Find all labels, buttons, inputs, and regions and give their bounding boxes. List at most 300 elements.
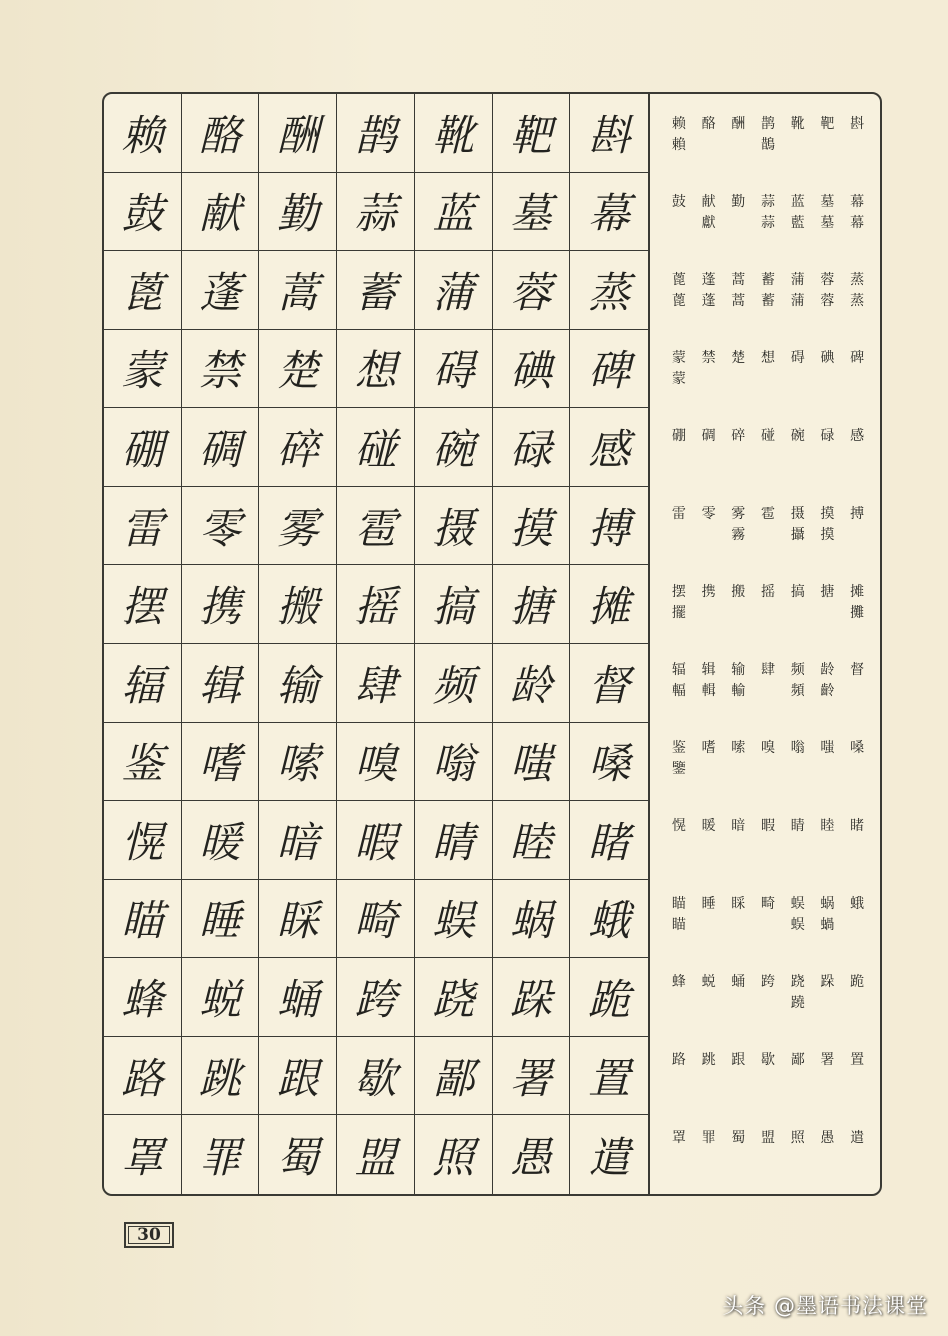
reference-character-cell <box>753 414 783 492</box>
cursive-character-cell: 龄 <box>493 644 571 723</box>
simplified-character: 鹊 <box>760 116 775 132</box>
cursive-character-cell: 肆 <box>337 644 415 723</box>
cursive-character-cell: 鼓 <box>104 173 182 252</box>
simplified-character: 蜕 <box>701 974 716 990</box>
cursive-character-cell: 罩 <box>104 1115 182 1194</box>
reference-character-cell <box>753 882 783 960</box>
reference-character-cell <box>753 1038 783 1116</box>
simplified-character: 斟 <box>850 116 865 132</box>
reference-character-cell <box>813 1038 843 1116</box>
simplified-character: 碘 <box>820 350 835 366</box>
traditional-character: 齡 <box>820 683 835 699</box>
reference-character-cell <box>813 1116 843 1194</box>
simplified-character: 蜈 <box>790 896 805 912</box>
reference-character-cell <box>783 336 813 414</box>
cursive-character-cell: 照 <box>415 1115 493 1194</box>
cursive-character-cell: 跷 <box>415 958 493 1037</box>
cursive-character-cell: 辑 <box>182 644 260 723</box>
simplified-character: 碍 <box>790 350 805 366</box>
reference-character-cell <box>694 960 724 1038</box>
simplified-character: 酬 <box>731 116 746 132</box>
cursive-character-cell: 搬 <box>259 565 337 644</box>
simplified-character: 跨 <box>760 974 775 990</box>
simplified-character: 蒙 <box>671 350 686 366</box>
cursive-character-cell: 蓝 <box>415 173 493 252</box>
cursive-character-cell: 蒙 <box>104 330 182 409</box>
simplified-character: 蜂 <box>671 974 686 990</box>
simplified-character: 摆 <box>671 584 686 600</box>
reference-character-cell <box>664 336 694 414</box>
cursive-character-cell: 摆 <box>104 565 182 644</box>
simplified-character: 畸 <box>760 896 775 912</box>
reference-character-cell <box>842 960 872 1038</box>
simplified-character: 睹 <box>850 818 865 834</box>
reference-character-cell <box>723 1116 753 1194</box>
simplified-character: 碰 <box>760 428 775 444</box>
cursive-character-cell: 暇 <box>337 801 415 880</box>
reference-character-cell <box>813 492 843 570</box>
cursive-character-cell: 勤 <box>259 173 337 252</box>
traditional-character: 獻 <box>701 215 716 231</box>
simplified-character: 置 <box>850 1052 865 1068</box>
cursive-character-cell: 摊 <box>570 565 648 644</box>
simplified-character: 跷 <box>790 974 805 990</box>
reference-character-cell <box>842 102 872 180</box>
traditional-character: 蓄 <box>760 293 775 309</box>
reference-character-cell <box>842 804 872 882</box>
page-number: 30 <box>124 1222 174 1248</box>
simplified-character: 督 <box>850 662 865 678</box>
reference-character-cell <box>783 804 813 882</box>
simplified-character: 碉 <box>701 428 716 444</box>
reference-character-cell <box>694 1038 724 1116</box>
simplified-character: 蛹 <box>731 974 746 990</box>
cursive-character-cell: 嗜 <box>182 723 260 802</box>
cursive-character-cell: 暖 <box>182 801 260 880</box>
traditional-character: 賴 <box>671 137 686 153</box>
simplified-character: 鉴 <box>671 740 686 756</box>
reference-character-cell <box>783 648 813 726</box>
traditional-character: 攤 <box>850 605 865 621</box>
reference-character-cell <box>664 258 694 336</box>
cursive-character-cell: 睡 <box>182 880 260 959</box>
cursive-character-cell: 摸 <box>493 487 571 566</box>
simplified-character: 罩 <box>671 1130 686 1146</box>
reference-character-cell <box>813 102 843 180</box>
reference-character-cell <box>842 336 872 414</box>
cursive-character-cell: 睬 <box>259 880 337 959</box>
reference-character-cell <box>723 882 753 960</box>
simplified-character: 携 <box>701 584 716 600</box>
reference-character-cell <box>813 336 843 414</box>
reference-character-cell <box>694 414 724 492</box>
reference-character-cell <box>694 882 724 960</box>
simplified-character: 愰 <box>671 818 686 834</box>
simplified-character: 路 <box>671 1052 686 1068</box>
simplified-character: 雹 <box>760 506 775 522</box>
reference-character-cell <box>723 570 753 648</box>
reference-character-cell <box>694 336 724 414</box>
cursive-character-cell: 蜂 <box>104 958 182 1037</box>
cursive-character-cell: 睦 <box>493 801 571 880</box>
reference-character-cell <box>753 102 783 180</box>
cursive-character-cell: 楚 <box>259 330 337 409</box>
simplified-character: 嗤 <box>820 740 835 756</box>
simplified-character: 蜗 <box>820 896 835 912</box>
reference-character-cell <box>723 414 753 492</box>
reference-character-cell <box>664 180 694 258</box>
simplified-character: 雾 <box>731 506 746 522</box>
reference-character-cell <box>723 1038 753 1116</box>
reference-character-cell <box>694 180 724 258</box>
cursive-character-cell: 幕 <box>570 173 648 252</box>
cursive-character-cell: 碉 <box>182 408 260 487</box>
simplified-character: 蜀 <box>731 1130 746 1146</box>
simplified-character: 搏 <box>850 506 865 522</box>
simplified-character: 嗦 <box>731 740 746 756</box>
traditional-character: 輸 <box>731 683 746 699</box>
traditional-character: 瞄 <box>671 917 686 933</box>
simplified-character: 零 <box>701 506 716 522</box>
simplified-character: 暖 <box>701 818 716 834</box>
reference-character-cell <box>694 1116 724 1194</box>
reference-character-cell <box>664 726 694 804</box>
reference-character-cell <box>664 1116 694 1194</box>
reference-character-cell <box>842 180 872 258</box>
cursive-character-cell: 禁 <box>182 330 260 409</box>
cursive-character-cell: 酬 <box>259 94 337 173</box>
reference-character-cell <box>723 258 753 336</box>
simplified-character: 遣 <box>850 1130 865 1146</box>
reference-character-cell <box>664 102 694 180</box>
traditional-character: 攝 <box>790 527 805 543</box>
cursive-character-cell: 雷 <box>104 487 182 566</box>
traditional-character: 墓 <box>820 215 835 231</box>
reference-character-cell <box>694 570 724 648</box>
simplified-character: 辑 <box>701 662 716 678</box>
cursive-character-cell: 跪 <box>570 958 648 1037</box>
cursive-character-cell: 搞 <box>415 565 493 644</box>
simplified-character: 睛 <box>790 818 805 834</box>
cursive-character-cell: 频 <box>415 644 493 723</box>
cursive-character-cell: 蓖 <box>104 251 182 330</box>
cursive-character-cell: 遣 <box>588 1132 631 1182</box>
traditional-character: 蒸 <box>850 293 865 309</box>
reference-character-cell <box>753 492 783 570</box>
cursive-character-cell: 嗓 <box>570 723 648 802</box>
reference-character-cell <box>813 414 843 492</box>
cursive-character-cell: 感 <box>570 408 648 487</box>
cursive-character-cell: 罪 <box>182 1115 260 1194</box>
cursive-character-cell: 输 <box>259 644 337 723</box>
traditional-character: 蓉 <box>820 293 835 309</box>
cursive-character-cell: 鹊 <box>337 94 415 173</box>
cursive-character-cell: 想 <box>337 330 415 409</box>
reference-character-cell <box>842 492 872 570</box>
reference-character-cell <box>842 1038 872 1116</box>
simplified-character: 摇 <box>760 584 775 600</box>
reference-character-cell <box>694 258 724 336</box>
simplified-character: 暗 <box>731 818 746 834</box>
cursive-character-cell: 碗 <box>415 408 493 487</box>
simplified-character: 赖 <box>671 116 686 132</box>
cursive-character-cell: 蜈 <box>415 880 493 959</box>
cursive-character-cell: 嗡 <box>415 723 493 802</box>
cursive-character-cell: 蛾 <box>570 880 648 959</box>
simplified-character: 睡 <box>701 896 716 912</box>
traditional-character: 蝸 <box>820 917 835 933</box>
cursive-character-cell: 蓬 <box>182 251 260 330</box>
cursive-character-cell: 搪 <box>493 565 571 644</box>
simplified-character: 搞 <box>790 584 805 600</box>
reference-character-cell <box>842 882 872 960</box>
traditional-character: 摸 <box>820 527 835 543</box>
reference-character-cell <box>783 492 813 570</box>
simplified-character: 硼 <box>671 428 686 444</box>
reference-character-cell <box>753 804 783 882</box>
simplified-character: 歇 <box>760 1052 775 1068</box>
simplified-character: 跺 <box>820 974 835 990</box>
simplified-character: 雷 <box>671 506 686 522</box>
reference-character-cell <box>723 180 753 258</box>
cursive-character-cell: 赖 <box>104 94 182 173</box>
reference-character-cell <box>813 648 843 726</box>
reference-character-cell <box>842 648 872 726</box>
reference-character-cell <box>723 492 753 570</box>
simplified-character: 照 <box>790 1130 805 1146</box>
traditional-character: 蒜 <box>760 215 775 231</box>
reference-character-cell <box>783 960 813 1038</box>
simplified-character: 蒜 <box>760 194 775 210</box>
cursive-character-cell: 愰 <box>104 801 182 880</box>
reference-character-cell <box>753 180 783 258</box>
simplified-character: 勤 <box>731 194 746 210</box>
simplified-character: 输 <box>731 662 746 678</box>
reference-character-cell <box>783 726 813 804</box>
simplified-character: 碗 <box>790 428 805 444</box>
cursive-character-cell: 蒿 <box>259 251 337 330</box>
simplified-character: 蒸 <box>850 272 865 288</box>
cursive-character-cell: 携 <box>182 565 260 644</box>
cursive-character-cell: 硼 <box>104 408 182 487</box>
simplified-character: 罪 <box>701 1130 716 1146</box>
reference-character-grid <box>650 94 882 1194</box>
simplified-character: 酪 <box>701 116 716 132</box>
traditional-character: 頻 <box>790 683 805 699</box>
cursive-character-cell: 蒲 <box>415 251 493 330</box>
cursive-character-cell: 献 <box>182 173 260 252</box>
simplified-character: 睦 <box>820 818 835 834</box>
reference-character-cell <box>723 960 753 1038</box>
simplified-character: 暇 <box>760 818 775 834</box>
simplified-character: 跳 <box>701 1052 716 1068</box>
traditional-character: 幕 <box>850 215 865 231</box>
cursive-character-cell: 摇 <box>337 565 415 644</box>
simplified-character: 搪 <box>820 584 835 600</box>
simplified-character: 频 <box>790 662 805 678</box>
simplified-character: 蓬 <box>701 272 716 288</box>
simplified-character: 碎 <box>731 428 746 444</box>
simplified-character: 幕 <box>850 194 865 210</box>
reference-character-cell <box>842 726 872 804</box>
simplified-character: 嗅 <box>760 740 775 756</box>
cursive-character-cell: 蒸 <box>570 251 648 330</box>
traditional-character: 蒙 <box>671 371 686 387</box>
cursive-character-cell: 督 <box>570 644 648 723</box>
simplified-character: 蛾 <box>850 896 865 912</box>
reference-character-cell <box>783 414 813 492</box>
cursive-character-cell: 酪 <box>182 94 260 173</box>
cursive-character-cell: 蜗 <box>493 880 571 959</box>
reference-character-cell <box>664 492 694 570</box>
cursive-character-cell: 嗅 <box>337 723 415 802</box>
cursive-character-cell: 蛹 <box>259 958 337 1037</box>
reference-character-cell <box>664 960 694 1038</box>
traditional-character: 輯 <box>701 683 716 699</box>
reference-character-cell <box>664 882 694 960</box>
traditional-character: 霧 <box>731 527 746 543</box>
simplified-character: 想 <box>760 350 775 366</box>
reference-character-cell <box>783 1116 813 1194</box>
cursive-character-cell: 瞄 <box>104 880 182 959</box>
cursive-character-cell: 碑 <box>570 330 648 409</box>
reference-character-cell <box>842 414 872 492</box>
traditional-character: 蒿 <box>731 293 746 309</box>
cursive-character-cell: 跳 <box>182 1037 260 1116</box>
simplified-character: 蓉 <box>820 272 835 288</box>
cursive-character-cell: 搏 <box>570 487 648 566</box>
cursive-character-cell: 斟 <box>570 94 648 173</box>
cursive-character-cell: 蓄 <box>337 251 415 330</box>
reference-character-cell <box>783 882 813 960</box>
reference-character-cell <box>783 1038 813 1116</box>
cursive-character-cell: 嗦 <box>259 723 337 802</box>
reference-character-cell <box>723 804 753 882</box>
reference-character-cell <box>723 336 753 414</box>
reference-character-cell <box>783 258 813 336</box>
cursive-character-cell: 靶 <box>493 94 571 173</box>
traditional-character: 擺 <box>671 605 686 621</box>
simplified-character: 靴 <box>790 116 805 132</box>
simplified-character: 楚 <box>731 350 746 366</box>
traditional-character: 蓬 <box>701 293 716 309</box>
reference-character-cell <box>694 804 724 882</box>
cursive-character-cell: 碎 <box>259 408 337 487</box>
cursive-character-cell: 跟 <box>259 1037 337 1116</box>
simplified-character: 肆 <box>760 662 775 678</box>
reference-character-cell <box>842 1116 872 1194</box>
simplified-character: 摊 <box>850 584 865 600</box>
simplified-character: 嗜 <box>701 740 716 756</box>
reference-character-cell <box>664 648 694 726</box>
cursive-character-cell: 蜀 <box>259 1115 337 1194</box>
simplified-character: 跟 <box>731 1052 746 1068</box>
reference-character-cell <box>753 648 783 726</box>
cursive-character-cell: 碰 <box>337 408 415 487</box>
reference-character-cell <box>813 726 843 804</box>
simplified-character: 愚 <box>820 1130 835 1146</box>
reference-character-cell <box>723 726 753 804</box>
cursive-character-cell: 碍 <box>415 330 493 409</box>
simplified-character: 碌 <box>820 428 835 444</box>
cursive-character-cell: 雹 <box>337 487 415 566</box>
cursive-character-cell: 雾 <box>259 487 337 566</box>
reference-character-cell <box>813 570 843 648</box>
reference-character-cell <box>813 882 843 960</box>
simplified-character: 嗡 <box>790 740 805 756</box>
reference-character-cell <box>842 570 872 648</box>
simplified-character: 睬 <box>731 896 746 912</box>
reference-character-cell <box>783 180 813 258</box>
reference-character-cell <box>694 492 724 570</box>
reference-character-cell <box>664 1038 694 1116</box>
cursive-character-cell: 摄 <box>415 487 493 566</box>
simplified-character: 鄙 <box>790 1052 805 1068</box>
simplified-character: 瞄 <box>671 896 686 912</box>
reference-character-cell <box>753 726 783 804</box>
simplified-character: 献 <box>701 194 716 210</box>
simplified-character: 嗓 <box>850 740 865 756</box>
simplified-character: 碑 <box>850 350 865 366</box>
reference-character-cell <box>783 102 813 180</box>
reference-character-cell <box>753 336 783 414</box>
cursive-character-cell: 路 <box>104 1037 182 1116</box>
simplified-character: 禁 <box>701 350 716 366</box>
cursive-character-cell: 蓉 <box>493 251 571 330</box>
reference-character-cell <box>723 102 753 180</box>
simplified-character: 摄 <box>790 506 805 522</box>
reference-character-cell <box>664 804 694 882</box>
cursive-character-grid <box>104 94 650 1194</box>
reference-character-cell <box>694 726 724 804</box>
simplified-character: 蓝 <box>790 194 805 210</box>
simplified-character: 跪 <box>850 974 865 990</box>
cursive-character-cell: 跺 <box>493 958 571 1037</box>
traditional-character: 蒲 <box>790 293 805 309</box>
reference-character-cell <box>783 570 813 648</box>
reference-character-cell <box>694 102 724 180</box>
traditional-character: 藍 <box>790 215 805 231</box>
cursive-character-cell: 署 <box>493 1037 571 1116</box>
reference-character-cell <box>664 570 694 648</box>
cursive-character-cell: 愚 <box>493 1115 571 1194</box>
cursive-character-cell: 嗤 <box>493 723 571 802</box>
simplified-character: 辐 <box>671 662 686 678</box>
cursive-character-cell: 暗 <box>259 801 337 880</box>
cursive-character-cell: 睛 <box>415 801 493 880</box>
cursive-character-cell: 畸 <box>337 880 415 959</box>
cursive-character-cell: 盟 <box>337 1115 415 1194</box>
traditional-character: 蜈 <box>790 917 805 933</box>
reference-character-cell <box>753 1116 783 1194</box>
traditional-character: 輻 <box>671 683 686 699</box>
traditional-character: 蹺 <box>790 995 805 1011</box>
reference-character-cell <box>723 648 753 726</box>
traditional-character: 蓖 <box>671 293 686 309</box>
simplified-character: 蒿 <box>731 272 746 288</box>
cursive-character-cell: 碌 <box>493 408 571 487</box>
practice-frame <box>102 92 882 1196</box>
simplified-character: 蓄 <box>760 272 775 288</box>
cursive-character-cell: 碘 <box>493 330 571 409</box>
simplified-character: 盟 <box>760 1130 775 1146</box>
reference-character-cell <box>813 258 843 336</box>
reference-character-cell <box>753 570 783 648</box>
reference-character-cell <box>813 960 843 1038</box>
cursive-character-cell: 蒜 <box>337 173 415 252</box>
simplified-character: 龄 <box>820 662 835 678</box>
simplified-character: 感 <box>850 428 865 444</box>
